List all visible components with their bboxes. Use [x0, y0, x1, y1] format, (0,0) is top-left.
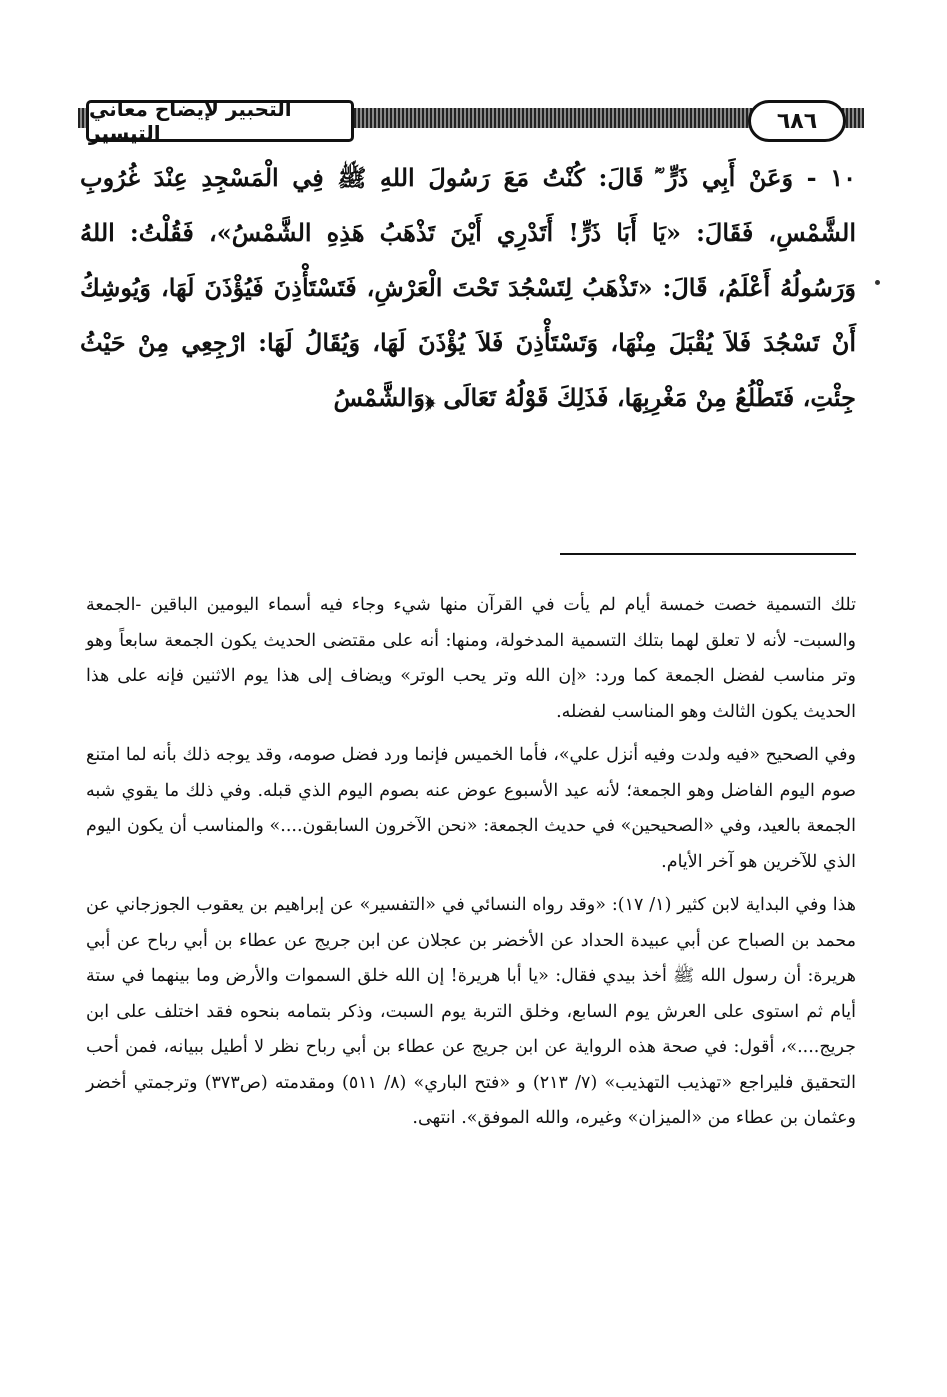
footnote-separator [560, 553, 856, 555]
footnote-paragraph: هذا وفي البداية لابن كثير (١/ ١٧): «وقد رواه النسائي في «التفسير» عن إبراهيم بن يعقوب الجوزجاني عن محمد بن الصباح عن أبي عبيدة الحداد عن الأخضر بن عجلان عن ابن جريج عن عطاء بن أبي رباح عن أبي هريرة: أن رسول الله ﷺ أخذ بيدي فقال: «يا أبا هريرة! إن الله خلق السموات والأرض وما بينهما في ستة أيام ثم استوى على العرش يوم السابع، وخلق التربة يوم السبت، وذكر بتمامه بنحوه فقد اختلف على ابن جريج....»، أقول: في صحة هذه الرواية عن ابن جريج عن عطاء بن أبي رباح نظر لا أطيل ببيانه، فمن أحب التحقيق فليراجع «تهذيب التهذيب» (٧/ ٢١٣) و «فتح الباري» (٨/ ٥١١) ومقدمته (ص٣٧٣) وترجمتي أخضر وعثمان بن عطاء من «الميزان» وغيره، والله الموفق». انتهى. [86, 895, 856, 1128]
footnote-paragraph: تلك التسمية خصت خمسة أيام لم يأت في القرآن منها شيء وجاء فيه أسماء اليومين الباقين -الجمعة والسبت- لأنه لا تعلق لهما بتلك التسمية المدخولة، ومنها: أنه على مقتضى الحديث يكون الجمعة سابعاً وهو وتر مناسب لفضل الجمعة كما ورد: «إن الله وتر يحب الوتر» ويضاف إلى هذا يوم الاثنين فإنه على هذا الحديث يكون الثالث وهو المناسب لفضله. [86, 595, 856, 722]
page-header [78, 97, 864, 145]
margin-mark [875, 280, 880, 285]
footnotes [86, 588, 856, 1145]
book-title: التحبير لإيضاح معاني التيسير [86, 100, 354, 142]
footnote-paragraph: وفي الصحيح «فيه ولدت وفيه أنزل علي»، فأما الخميس فإنما ورد فضل صومه، وقد يوجه ذلك بأنه لما امتنع صوم اليوم الفاضل وهو الجمعة؛ لأنه عيد الأسبوع عوض عنه بصوم اليوم الذي قبله. وفي ذلك ما يقوي شبه الجمعة بالعيد، وفي «الصحيحين» في حديث الجمعة: «نحن الآخرون السابقون....» والمناسب أن يكون اليوم الذي للآخرين هو آخر الأيام. [86, 745, 856, 872]
hadith-text: ١٠ - وَعَنْ أَبِي ذَرٍّ ؓ قَالَ: كُنْتُ مَعَ رَسُولَ اللهِ ﷺ فِي الْمَسْجِدِ عِنْدَ غُرُوبِ الشَّمْسِ، فَقَالَ: «يَا أَبَا ذَرٍّ! أَتَدْرِي أَيْنَ تَذْهَبُ هَذِهِ الشَّمْسُ»، فَقُلْتُ: اللهُ وَرَسُولُهُ أَعْلَمُ، قَالَ: «تَذْهَبُ لِتَسْجُدَ تَحْتَ الْعَرْشِ، فَتَسْتَأْذِنَ فَيُؤْذَنَ لَهَا، وَيُوشِكُ أَنْ تَسْجُدَ فَلاَ يُقْبَلَ مِنْهَا، وَتَسْتَأْذِنَ فَلاَ يُؤْذَنَ لَهَا، وَيُقَالُ لَهَا: ارْجِعِي مِنْ حَيْثُ جِئْتِ، فَتَطْلُعُ مِنْ مَغْرِبِهَا، فَذَلِكَ قَوْلُهُ تَعَالَى ﴿وَالشَّمْسُ [80, 163, 856, 412]
page-number: ٦٨٦ [748, 100, 846, 142]
